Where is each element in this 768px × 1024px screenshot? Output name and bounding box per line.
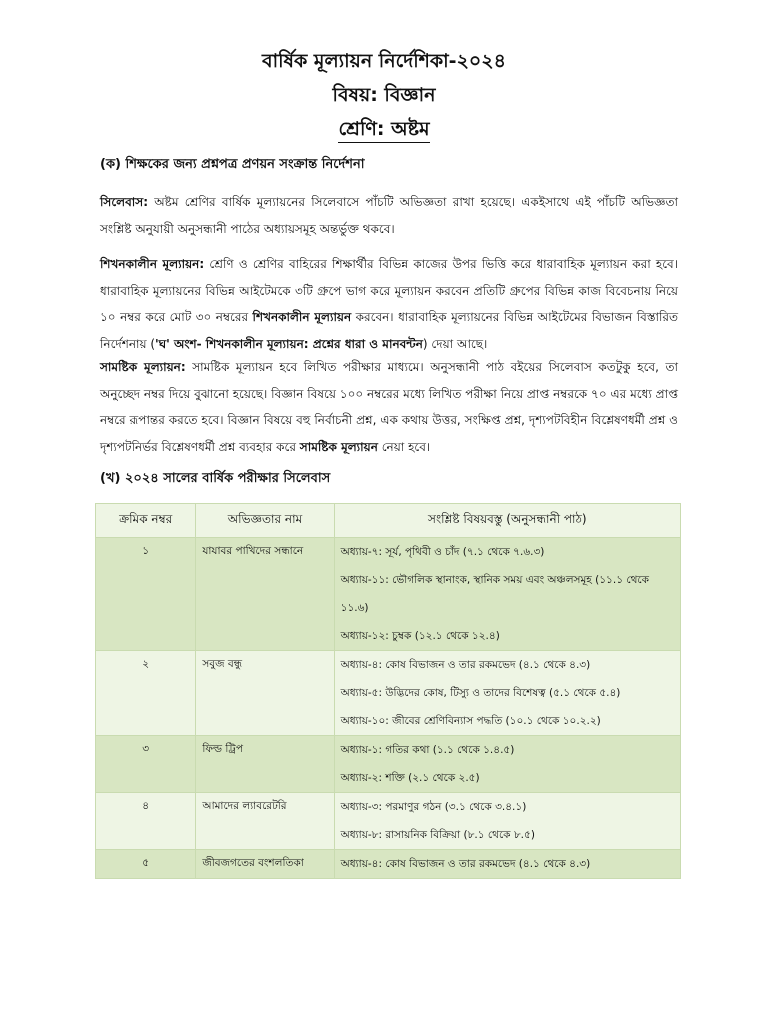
table-row (96, 538, 681, 651)
row-serial: ২ (142, 658, 150, 670)
class-heading (0, 117, 768, 141)
row-topic: অধ্যায়-৭: সূর্য, পৃথিবী ও চাঁদ (৭.১ থেকে ৭.৬.৩) (340, 546, 545, 558)
row-serial: ৩ (142, 743, 150, 755)
row-experience-name: সবুজ বন্ধু (202, 658, 243, 670)
subject-heading: বিষয়: বিজ্ঞান (332, 84, 436, 106)
table-row (96, 651, 681, 736)
row-serial: ৫ (142, 857, 150, 869)
formative-label: শিখনকালীন মূল্যায়ন: (100, 257, 205, 271)
row-experience-name: ফিল্ড ট্রিপ (202, 743, 243, 755)
row-serial: ১ (142, 545, 150, 557)
row-serial: ৪ (142, 800, 150, 812)
table-row (96, 850, 681, 879)
column-header-content: সংশ্লিষ্ট বিষয়বস্তু (অনুসন্ধানী পাঠ) (334, 504, 680, 538)
formative-bold-2: 'ঘ' অংশ- শিখনকালীন মূল্যায়ন: প্রশ্নের ধারা ও মানবন্টন (155, 336, 423, 351)
row-topic: অধ্যায়-৪: কোষ বিভাজন ও তার রকমভেদ (৪.১ থেকে ৪.৩) (340, 659, 591, 671)
row-topic: অধ্যায়-৫: উদ্ভিদের কোষ, টিস্যু ও তাদের বিশেষত্ব (৫.১ থেকে ৫.৪) (340, 687, 621, 699)
formative-text-2: করবেন। ধারাবাহিক মূল্যায়নের বিভিন্ন আইটেমের বিভাজন বিস্তারিত নির্দেশনায় ( (100, 310, 678, 351)
row-experience-name: আমাদের ল্যাবরেটরি (202, 800, 287, 812)
syllabus-text: অষ্টম শ্রেণির বার্ষিক মূল্যায়নের সিলেবাসে পাঁচটি অভিজ্ঞতা রাখা হয়েছে। একইসাথে এই পাঁচটি অভিজ্ঞতা সংশ্লিষ্ট অনুযায়ী অনুসন্ধানী পাঠের অধ্যায়সমূহ অন্তর্ভুক্ত থকবে। (100, 195, 678, 236)
row-topic: অধ্যায়-২: শক্তি (২.১ থেকে ২.৫) (340, 772, 480, 784)
table-row (96, 736, 681, 793)
formative-paragraph (100, 251, 678, 357)
summative-text-1: সামষ্টিক মূল্যায়ন হবে লিখিত পরীক্ষার মাধ্যমে। অনুসন্ধানী পাঠ বইয়ের সিলেবাস কতটুকু হবে, তা অনুচ্ছেদ নম্বর দিয়ে বুঝানো হয়েছে। বিজ্ঞান বিষয়ে ১০০ নম্বরের মধ্যে লিখিত পরীক্ষা নিয়ে প্রাপ্ত নম্বরকে ৭০ এর মধ্যে প্রাপ্ত নম্বরে রূপান্তর করতে হবে। বিজ্ঞান বিষয়ে বহু নির্বাচনী প্রশ্ন, এক কথায় উত্তর, সংক্ষিপ্ত প্রশ্ন, দৃশ্যপটবিহীন বিশ্লেষণধর্মী প্রশ্ন ও দৃশ্যপটনির্ভর বিশ্লেষণধর্মী প্রশ্ন ব্যবহার করে (100, 360, 678, 454)
table-header-row (96, 504, 681, 538)
row-topic: অধ্যায়-৮: রাসায়নিক বিক্রিয়া (৮.১ থেকে ৮.৫) (340, 829, 535, 841)
table-row (96, 793, 681, 850)
class-heading-text: শ্রেণি: অষ্টম (338, 118, 429, 143)
row-experience-name: জীবজগতের বংশলতিকা (202, 857, 304, 869)
syllabus-label: সিলেবাস: (100, 195, 149, 209)
formative-text-3: ) দেয়া আছে। (422, 336, 488, 351)
row-topic: অধ্যায়-১০: জীবের শ্রেণিবিন্যাস পদ্ধতি (১০.১ থেকে ১০.২.২) (340, 715, 601, 727)
document-title: বার্ষিক মূল্যায়ন নির্দেশিকা-২০২৪ (262, 50, 506, 72)
row-experience-name: যাযাবর পাখিদের সন্ধানে (202, 545, 304, 557)
summative-paragraph (100, 354, 678, 460)
summative-text-2: নেয়া হবে। (377, 439, 431, 454)
formative-bold-1: শিখনকালীন মূল্যায়ন (252, 310, 352, 324)
syllabus-table (95, 503, 681, 879)
row-topic: অধ্যায়-৩: পরমাণুর গঠন (৩.১ থেকে ৩.৪.১) (340, 801, 527, 813)
summative-label: সামষ্টিক মূল্যায়ন: (100, 360, 186, 374)
syllabus-paragraph (100, 189, 678, 242)
section-kha-heading: (খ) ২০২৪ সালের বার্ষিক পরীক্ষার সিলেবাস (100, 471, 331, 486)
formative-text-1: শ্রেণি ও শ্রেণির বাহিরের শিক্ষার্থীর বিভিন্ন কাজের উপর ভিত্তি করে ধারাবাহিক মূল্যায়ন করা হবে। ধারাবাহিক মূল্যায়নের বিভিন্ন আইটেমকে ৩টি গ্রুপে ভাগ করে মূল্যায়ন করবেন প্রতিটি গ্রুপের বিভিন্ন কাজ বিবেচনায় নিয়ে ১০ নম্বর করে মোট ৩০ নম্বরের (100, 257, 678, 324)
row-topic: অধ্যায়-১১: ভৌগলিক স্থানাংক, স্থানিক সময় এবং অঞ্চলসমূহ (১১.১ থেকে ১১.৬) (340, 574, 649, 614)
summative-bold: সামষ্টিক মূল্যায়ন (299, 439, 378, 454)
column-header-experience: অভিজ্ঞতার নাম (196, 504, 334, 538)
row-topic: অধ্যায়-৪: কোষ বিভাজন ও তার রকমভেদ (৪.১ থেকে ৪.৩) (340, 858, 591, 870)
section-ka-heading: (ক) শিক্ষকের জন্য প্রশ্নপত্র প্রণয়ন সংক্রান্ত নির্দেশনা (100, 157, 365, 172)
column-header-serial: ক্রমিক নম্বর (96, 504, 196, 538)
row-topic: অধ্যায়-১: গতির কথা (১.১ থেকে ১.৪.৫) (340, 744, 515, 756)
row-topic: অধ্যায়-১২: চুম্বক (১২.১ থেকে ১২.৪) (340, 630, 500, 642)
